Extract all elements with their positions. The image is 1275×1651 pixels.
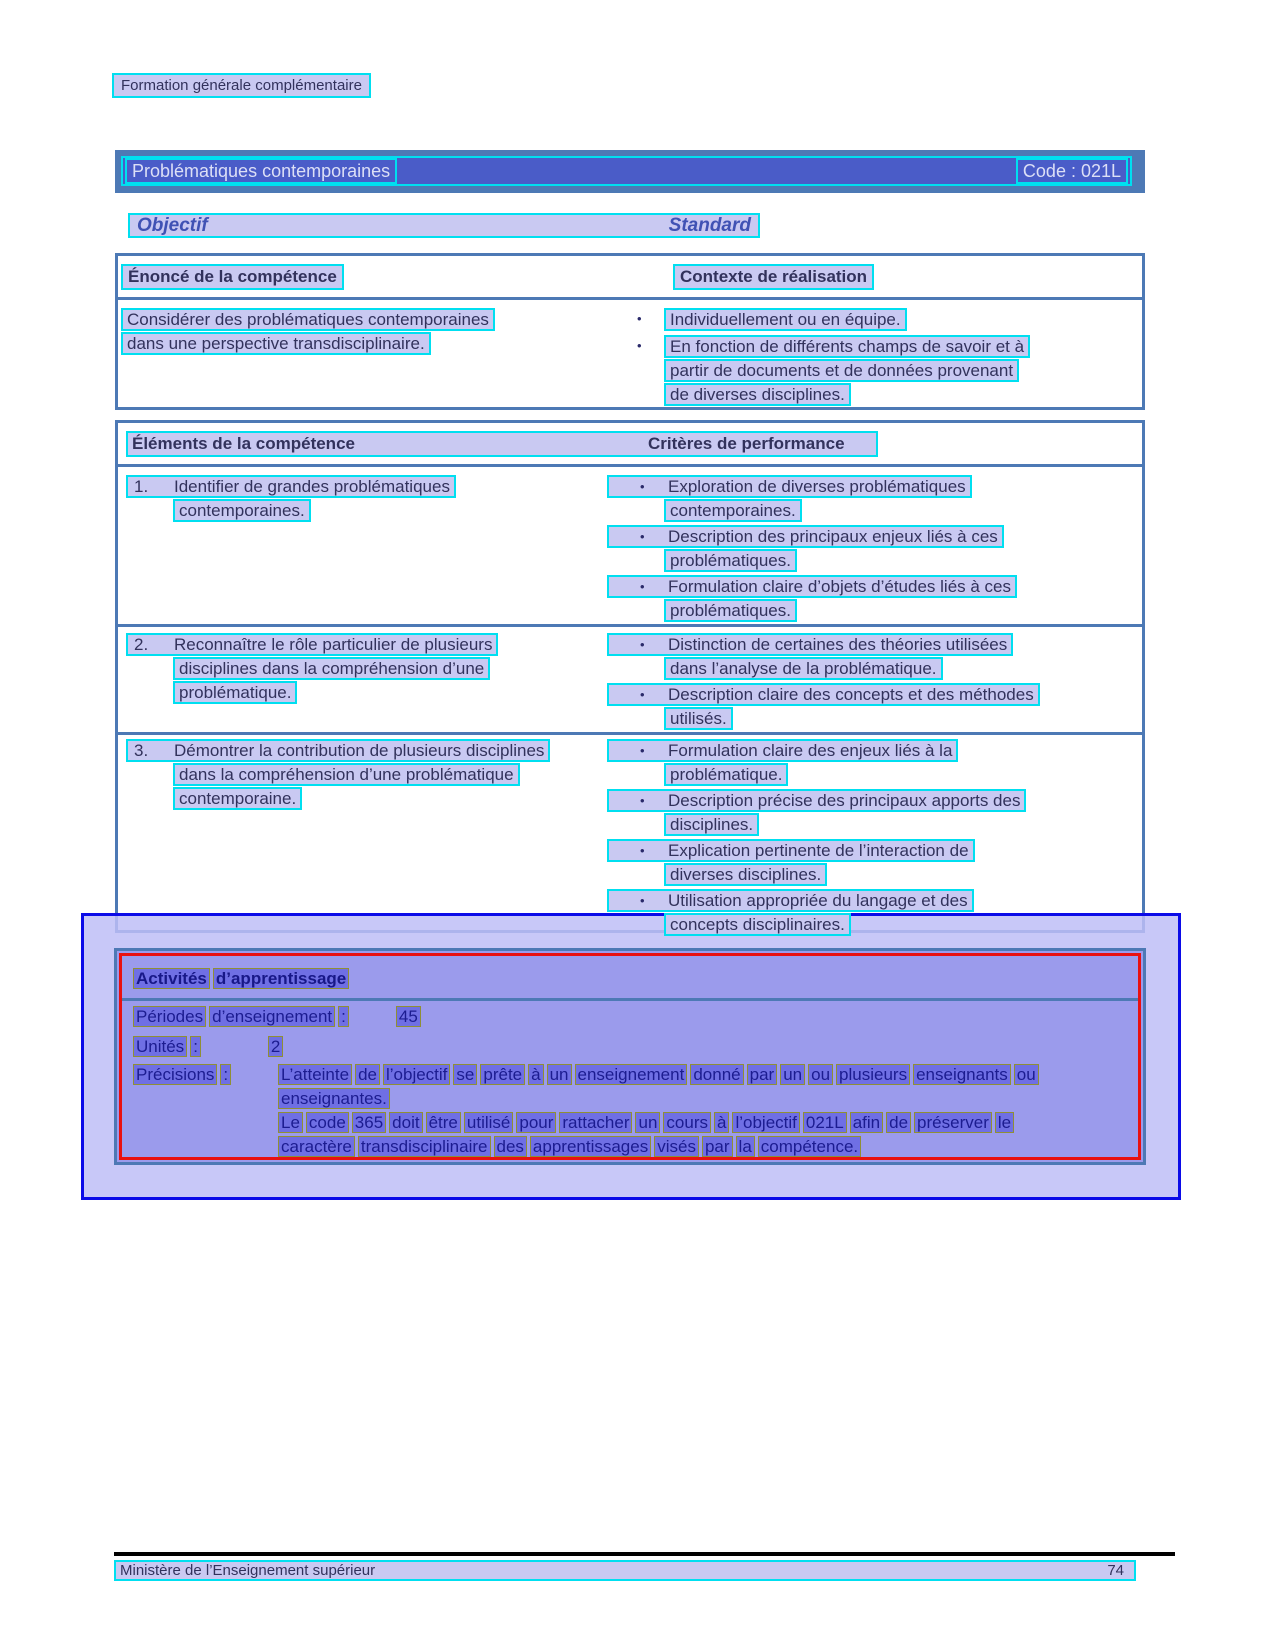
word-highlight-box: se	[453, 1064, 477, 1085]
bullet-icon: •	[640, 893, 645, 908]
title-bar	[115, 150, 1145, 193]
word-highlight-box: visés	[654, 1136, 699, 1157]
element-line: disciplines dans la compréhension d’une	[173, 657, 490, 680]
page-number: 74	[1107, 1562, 1124, 1579]
footer-text: Ministère de l’Enseignement supérieur	[120, 1562, 376, 1579]
bullet-icon: •	[637, 338, 642, 353]
element-line: contemporaine.	[173, 787, 302, 810]
criteria-cell	[607, 735, 1142, 937]
word-highlight-box: prête	[480, 1064, 525, 1085]
word-highlight-box: :	[338, 1006, 349, 1027]
periods-label	[133, 1007, 352, 1026]
word-highlight-box: utilisé	[464, 1112, 513, 1133]
element-line: contemporaines.	[173, 499, 311, 522]
word-highlight-box: L’atteinte	[278, 1064, 352, 1085]
table-row	[118, 300, 1142, 410]
list-item-line: problématique.	[664, 763, 788, 786]
element-line: 1. Identifier de grandes problématiques	[126, 475, 456, 498]
activities-body	[122, 1001, 1138, 1160]
header-note: Formation générale complémentaire	[112, 73, 371, 98]
element-line: 3. Démontrer la contribution de plusieurs disciplines	[126, 739, 550, 762]
precisions-text	[278, 1064, 1138, 1160]
list-item-line: disciplines.	[664, 813, 759, 836]
word-highlight-box: de	[886, 1112, 911, 1133]
precisions-row	[133, 1064, 1138, 1160]
word-highlight-box: à	[528, 1064, 543, 1085]
word-highlight-box: 021L	[803, 1112, 847, 1133]
element-cell	[118, 735, 607, 937]
criteria-cell	[607, 627, 1142, 732]
word-highlight-box: par	[702, 1136, 733, 1157]
list-item-line: problématiques.	[664, 599, 797, 622]
bullet-icon: •	[640, 529, 645, 544]
word-highlight-box: être	[426, 1112, 461, 1133]
list-item-line: contemporaines.	[664, 499, 802, 522]
precisions-label	[133, 1064, 278, 1160]
word-highlight-box: par	[747, 1064, 778, 1085]
word-highlight-box: :	[190, 1036, 201, 1057]
word-highlight-box: pour	[516, 1112, 556, 1133]
list-item: • Formulation claire d’objets d’études liés à ces	[607, 575, 1017, 598]
element-line: problématique.	[173, 681, 297, 704]
heading-standard: Standard	[668, 214, 751, 236]
word-highlight-box: Unités	[133, 1036, 187, 1057]
column-header-contexte: Contexte de réalisation	[673, 264, 874, 290]
bullet-spacer	[607, 359, 664, 383]
bullet-icon: •	[637, 311, 642, 326]
statement-line: Considérer des problématiques contemporaines	[121, 308, 495, 331]
word-highlight-box: transdisciplinaire	[358, 1136, 491, 1157]
word-highlight-box: un	[780, 1064, 805, 1085]
word-highlight-box: l’objectif	[732, 1112, 799, 1133]
context-cell	[607, 300, 1142, 410]
units-label	[133, 1037, 204, 1056]
activities-red-highlight	[119, 953, 1141, 1160]
word-highlight-box: :	[220, 1064, 231, 1085]
word-highlight-box: l’objectif	[383, 1064, 450, 1085]
competence-table	[115, 253, 1145, 410]
word-highlight-box: d’enseignement	[209, 1006, 335, 1027]
list-item-continuation	[607, 359, 1142, 383]
statement-cell	[118, 300, 607, 410]
word-highlight-box: un	[547, 1064, 572, 1085]
element-line: 2. Reconnaître le rôle particulier de plusieurs	[126, 633, 498, 656]
column-header-criteres: Critères de performance	[648, 433, 845, 453]
page-title: Problématiques contemporaines	[125, 158, 397, 184]
word-highlight-box: enseignants	[913, 1064, 1011, 1085]
periods-row	[133, 1006, 1138, 1027]
list-item: • Description précise des principaux apports des	[607, 789, 1026, 812]
list-item: • Distinction de certaines des théories utilisées	[607, 633, 1013, 656]
list-item-line: En fonction de différents champs de savoir et à	[664, 335, 1030, 358]
activities-table	[114, 948, 1146, 1165]
title-bar-highlight	[121, 156, 1132, 186]
word-highlight-box: doit	[389, 1112, 422, 1133]
word-highlight-box: de	[355, 1064, 380, 1085]
list-item-line: Individuellement ou en équipe.	[664, 308, 907, 331]
word-highlight-box: donné	[690, 1064, 743, 1085]
word-highlight-box: Le	[278, 1112, 303, 1133]
word-highlight-box: cours	[663, 1112, 711, 1133]
bullet-icon: •	[640, 637, 645, 652]
list-item-line: de diverses disciplines.	[664, 383, 851, 406]
list-item	[607, 308, 1142, 332]
word-highlight-box: rattacher	[559, 1112, 632, 1133]
table-row	[118, 735, 1142, 937]
list-item-line: problématiques.	[664, 549, 797, 572]
item-number: 2.	[134, 635, 149, 654]
list-item: • Utilisation appropriée du langage et des	[607, 889, 974, 912]
word-highlight-box: enseignement	[575, 1064, 688, 1085]
list-item: • Exploration de diverses problématiques	[607, 475, 972, 498]
footer-bar	[114, 1560, 1136, 1581]
word-highlight-box: préserver	[914, 1112, 992, 1133]
bullet-icon: •	[640, 479, 645, 494]
precisions-line	[278, 1064, 1138, 1085]
list-item-line: utilisés.	[664, 707, 733, 730]
periods-value: 45	[396, 1006, 421, 1027]
word-highlight-box: Activités	[133, 968, 210, 989]
word-highlight-box: ou	[1014, 1064, 1039, 1085]
footer-rule	[114, 1552, 1175, 1556]
word-highlight-box: afin	[850, 1112, 883, 1133]
precisions-line	[278, 1088, 1138, 1109]
item-number: 1.	[134, 477, 149, 496]
list-item: • Description claire des concepts et des méthodes	[607, 683, 1040, 706]
bullet-spacer	[607, 383, 664, 407]
bullet-icon: •	[640, 793, 645, 808]
elements-table-header	[118, 423, 1142, 467]
word-highlight-box: d’apprentissage	[213, 968, 349, 989]
criteria-cell	[607, 467, 1142, 624]
word-highlight-box: ou	[808, 1064, 833, 1085]
list-item: • Formulation claire des enjeux liés à la	[607, 739, 958, 762]
list-item-line: partir de documents et de données provenant	[664, 359, 1019, 382]
word-highlight-box: le	[995, 1112, 1014, 1133]
precisions-line	[278, 1136, 1138, 1157]
table-row	[118, 467, 1142, 627]
units-value: 2	[268, 1036, 283, 1057]
bullet-icon: •	[640, 687, 645, 702]
activities-title	[122, 956, 1138, 989]
word-highlight-box: la	[736, 1136, 755, 1157]
list-item-line: dans l’analyse de la problématique.	[664, 657, 943, 680]
bullet-icon: •	[640, 843, 645, 858]
list-item-line: diverses disciplines.	[664, 863, 827, 886]
table-row	[118, 627, 1142, 735]
precisions-line	[278, 1112, 1138, 1133]
word-highlight-box: Précisions	[133, 1064, 217, 1085]
heading-objectif: Objectif	[137, 214, 208, 236]
element-cell	[118, 627, 607, 732]
item-number: 3.	[134, 741, 149, 760]
list-item: • Explication pertinente de l’interaction de	[607, 839, 975, 862]
code-badge: Code : 021L	[1016, 158, 1128, 184]
section-heading-row	[128, 213, 760, 238]
list-item: • Description des principaux enjeux liés à ces	[607, 525, 1004, 548]
word-highlight-box: Périodes	[133, 1006, 206, 1027]
statement-line: dans une perspective transdisciplinaire.	[121, 332, 431, 355]
units-row	[133, 1036, 1138, 1057]
column-header-elements: Éléments de la compétence	[132, 433, 355, 453]
word-highlight-box: un	[635, 1112, 660, 1133]
competence-table-header	[118, 256, 1142, 300]
list-item-continuation	[607, 383, 1142, 407]
elements-table	[115, 420, 1145, 933]
word-highlight-box: enseignantes.	[278, 1088, 390, 1109]
list-item-line: concepts disciplinaires.	[664, 913, 851, 936]
table-header-highlight	[126, 431, 878, 457]
list-item	[607, 335, 1142, 359]
word-highlight-box: plusieurs	[836, 1064, 910, 1085]
word-highlight-box: 365	[352, 1112, 386, 1133]
word-highlight-box: apprentissages	[530, 1136, 651, 1157]
word-highlight-box: code	[306, 1112, 349, 1133]
column-header-enonce: Énoncé de la compétence	[121, 264, 344, 290]
word-highlight-box: caractère	[278, 1136, 355, 1157]
bullet-icon: •	[640, 743, 645, 758]
word-highlight-box: compétence.	[758, 1136, 861, 1157]
word-highlight-box: des	[494, 1136, 527, 1157]
element-line: dans la compréhension d’une problématique	[173, 763, 520, 786]
bullet-icon: •	[640, 579, 645, 594]
element-cell	[118, 467, 607, 624]
word-highlight-box: à	[714, 1112, 729, 1133]
